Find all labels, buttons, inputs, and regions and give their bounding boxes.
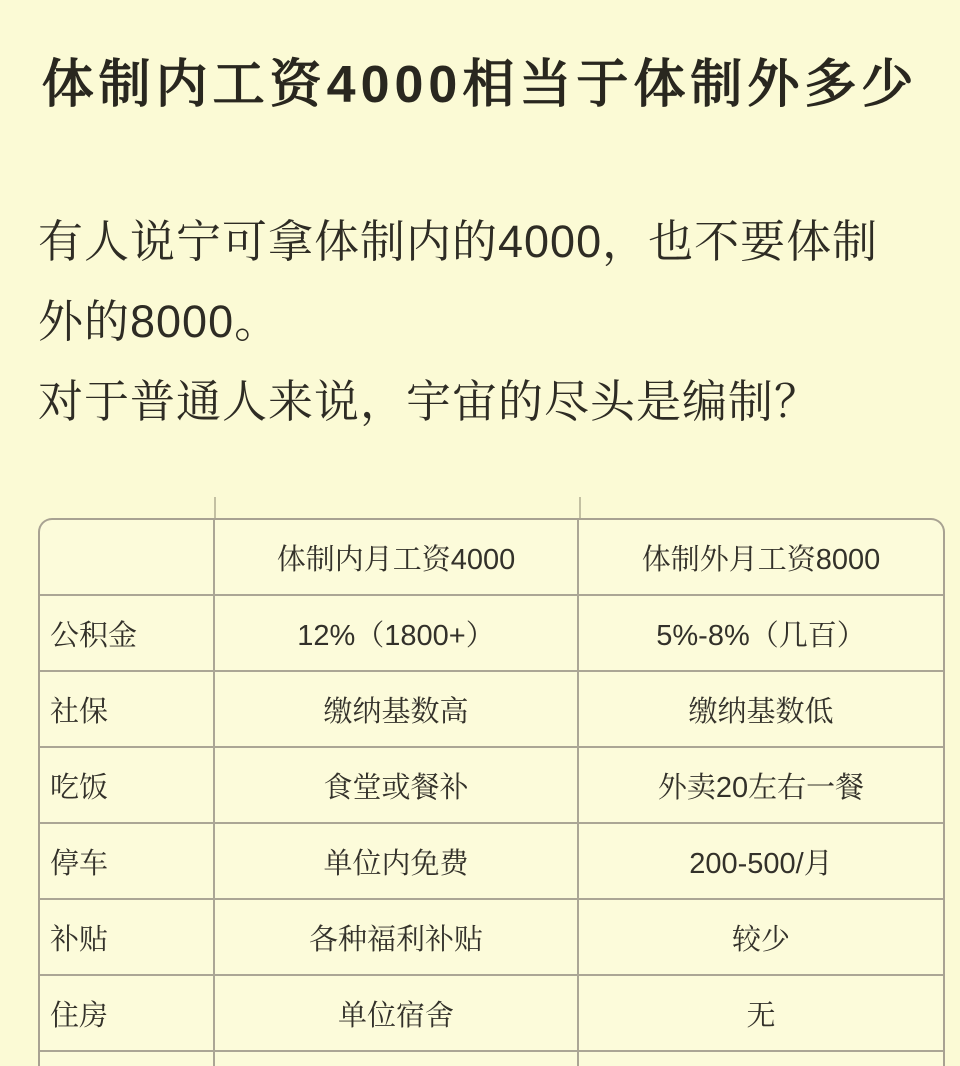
- outside-header-cell: 体制外月工资8000: [579, 520, 943, 596]
- table-row: [40, 672, 943, 748]
- empty-cell: [40, 1052, 215, 1066]
- outside-value-cell: 外卖20左右一餐: [579, 748, 943, 824]
- row-label-cell: 吃饭: [40, 748, 215, 824]
- intro-line: 外的8000。: [38, 296, 281, 347]
- empty-cell: [579, 1052, 943, 1066]
- inside-value-cell: 12%（1800+）: [215, 596, 579, 672]
- table-header-row: [40, 520, 943, 596]
- page-title: 体制内工资4000相当于体制外多少: [41, 56, 919, 114]
- row-label-cell: 停车: [40, 824, 215, 900]
- row-label-cell: 补贴: [40, 900, 215, 976]
- inside-value-cell: 食堂或餐补: [215, 748, 579, 824]
- table-row: [40, 900, 943, 976]
- outside-value-cell: 无: [579, 976, 943, 1052]
- row-label-cell: 公积金: [40, 596, 215, 672]
- outside-value-cell: 缴纳基数低: [579, 672, 943, 748]
- intro-paragraphs: [38, 202, 930, 442]
- inside-value-cell: 缴纳基数高: [215, 672, 579, 748]
- inside-header-cell: 体制内月工资4000: [215, 520, 579, 596]
- table-row: [40, 596, 943, 672]
- row-label-cell: 住房: [40, 976, 215, 1052]
- intro-line: 有人说宁可拿体制内的4000，也不要体制: [38, 216, 879, 267]
- column-divider-smudge: [214, 497, 216, 519]
- inside-value-cell: 各种福利补贴: [215, 900, 579, 976]
- table-row: [40, 748, 943, 824]
- table-row-clipped: [40, 1052, 943, 1066]
- table-row: [40, 976, 943, 1052]
- intro-line: 对于普通人来说，宇宙的尽头是编制？: [38, 376, 821, 427]
- comparison-table: [38, 518, 945, 1066]
- inside-value-cell: 单位宿舍: [215, 976, 579, 1052]
- outside-value-cell: 5%-8%（几百）: [579, 596, 943, 672]
- outside-value-cell: 较少: [579, 900, 943, 976]
- row-label-cell: 社保: [40, 672, 215, 748]
- inside-value-cell: 单位内免费: [215, 824, 579, 900]
- column-divider-smudge: [579, 497, 581, 519]
- corner-cell: [40, 520, 215, 596]
- empty-cell: [215, 1052, 579, 1066]
- outside-value-cell: 200-500/月: [579, 824, 943, 900]
- table-row: [40, 824, 943, 900]
